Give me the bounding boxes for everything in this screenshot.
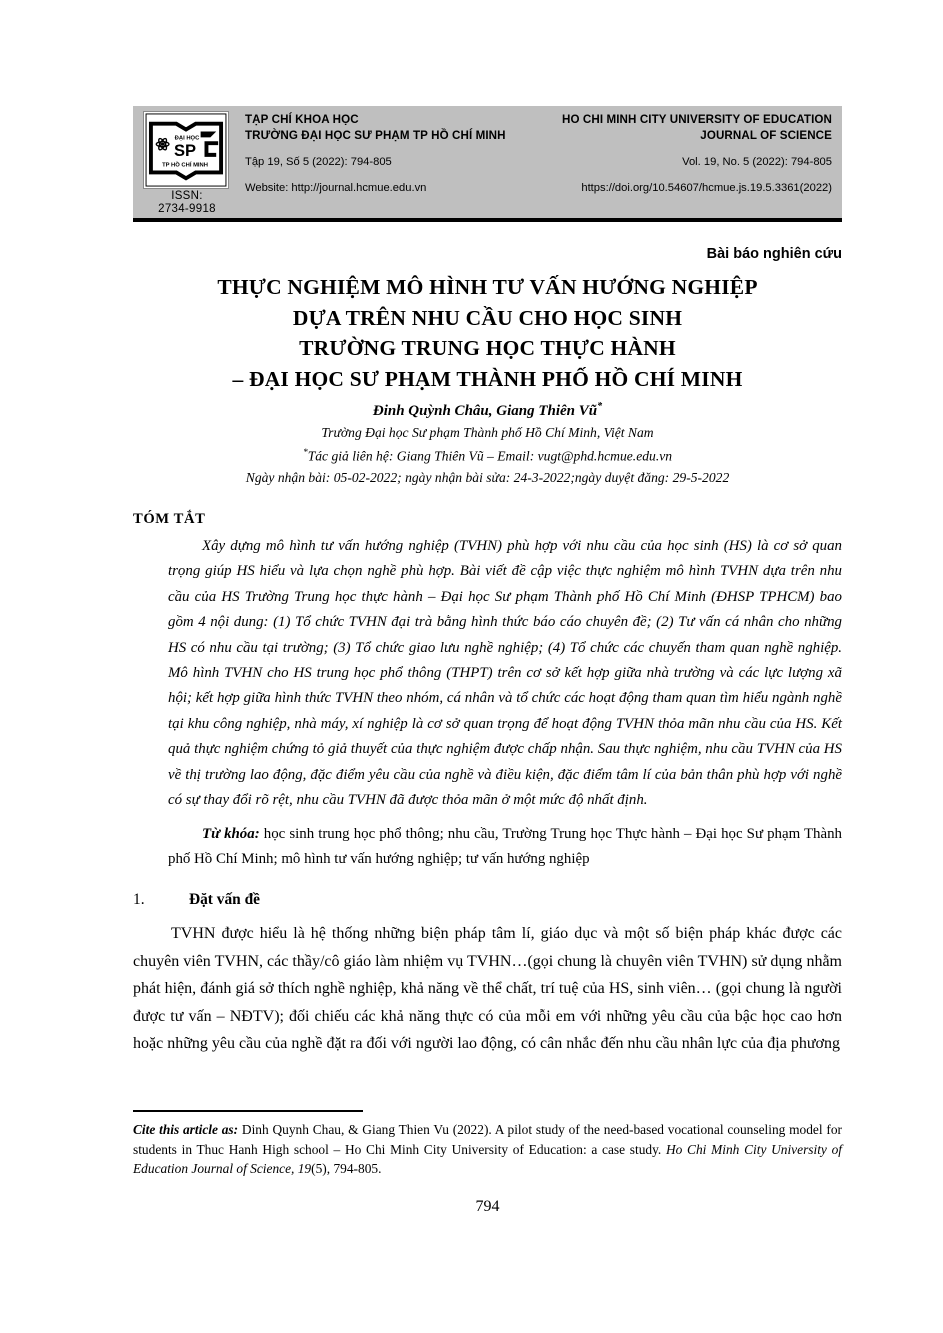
section-title-1: Đặt vấn đề [189, 891, 260, 908]
journal-title-vi-line2: TRƯỜNG ĐẠI HỌC SƯ PHẠM TP HỒ CHÍ MINH [245, 129, 506, 142]
issn-value: 2734-9918 [158, 203, 216, 215]
author-affiliation: Trường Đại học Sư phạm Thành phố Hồ Chí Minh, Việt Nam [321, 425, 654, 440]
section-paragraph-1: TVHN được hiểu là hệ thống những biện pháp tâm lí, giáo dục và một số biện pháp khác được các chuyên viên TVHN, các thầy/cô giáo làm nhiệm vụ TVHN…(gọi chung là chuyên viên TVHN) sử dụng nhằm phát hiện, đánh giá sở thích nghề nghiệp, khả năng về thể chất, trí tuệ của HS, sinh viên… (gọi chung là người được tư vấn – NĐTV); đối chiếu các khả năng thực có của mỗi em với những yêu cầu của bậc học cao hơn hoặc những yêu cầu của nghề đặt ra đối với người lao động, có cân nhắc đến nhu cầu nhân lực của địa phương [133, 925, 842, 1053]
corresponding-marker: * [302, 448, 308, 458]
title-line-1: THỰC NGHIỆM MÔ HÌNH TƯ VẤN HƯỚNG NGHIỆP [217, 275, 758, 299]
author-names-text: Đinh Quỳnh Châu, Giang Thiên Vũ [372, 403, 598, 419]
citation-journal: Ho Chi Minh City University of Education Journal of Science, 19 [133, 1141, 842, 1177]
university-book-logo-icon [144, 112, 228, 188]
masthead-right [502, 112, 832, 195]
author-block [133, 396, 842, 488]
svg-text:SP: SP [173, 140, 197, 160]
journal-title-en-line2: JOURNAL OF SCIENCE [700, 129, 832, 142]
keywords-text: học sinh trung học phổ thông; nhu cầu, Trường Trung học Thực hành – Đại học Sư phạm Thành phố Hồ Chí Minh; mô hình tư vấn hướng nghiệp; tư vấn hướng nghiệp [168, 826, 842, 868]
doi-link[interactable]: https://doi.org/10.54607/hcmue.js.19.5.3361(2022) [581, 182, 832, 194]
svg-text:TP HỒ CHÍ MINH: TP HỒ CHÍ MINH [162, 162, 208, 169]
volume-info-vi: Tập 19, Số 5 (2022): 794-805 [245, 156, 392, 168]
citation-body-1: Dinh Quynh Chau, & Giang Thien Vu (2022). A pilot study of the need-based vocational counseling model for students in Thuc Hanh High school – Ho Chi Minh City University of Education: a case study. [133, 1122, 842, 1157]
corresponding-author [133, 443, 842, 467]
citation-body-2: (5), 794-805. [311, 1161, 382, 1177]
page-title [133, 272, 842, 394]
masthead-divider [133, 218, 842, 222]
section-number-1: 1. [133, 891, 145, 908]
volume-info-en: Vol. 19, No. 5 (2022): 794-805 [682, 156, 832, 168]
article-type-label: Bài báo nghiên cứu [706, 246, 842, 262]
author-names [133, 396, 842, 422]
abstract-text: Xây dựng mô hình tư vấn hướng nghiệp (TVHN) phù hợp với nhu cầu của học sinh (HS) là cơ sở quan trọng giúp HS hiểu và lựa chọn nghề phù hợp. Bài viết đề cập việc thực nghiệm mô hình TVHN dựa trên nhu cầu của HS Trường Trung học thực hành – Đại học Sư phạm Thành phố Hồ Chí Minh (ĐHSP TPHCM) bao gồm 4 nội dung: (1) Tổ chức TVHN đại trà bằng hình thức báo cáo chuyên đề; (2) Tư vấn cá nhân cho những HS có nhu cầu tại trường; (3) Tổ chức giao lưu nghề nghiệp; (4) Tổ chức các chuyến tham quan nghề nghiệp. Mô hình TVHN cho HS trung học phổ thông (THPT) trên cơ sở kết hợp giữa nhà trường và các lực lượng xã hội; kết hợp giữa hình thức TVHN theo nhóm, cá nhân và tổ chức các hoạt động tham quan tìm hiểu ngành nghề tại khu công nghiệp, nhà máy, xí nghiệp là cơ sở quan trọng để hoạt động TVHN thỏa mãn nhu cầu của HS. Kết quả thực nghiệm chứng tỏ giả thuyết của thực nghiệm được chấp nhận. Sau thực nghiệm, nhu cầu TVHN của HS về thị trường lao động, đặc điểm yêu cầu của nghề và điều kiện, đặc điểm tâm lí của bản thân phù hợp với nghề có sự thay đổi rõ rệt, nhu cầu TVHN đã được thỏa mãn ở một mức độ nhất định. [168, 538, 842, 809]
corresponding-text: Tác giả liên hệ: Giang Thiên Vũ – Email: vugt@phd.hcmue.edu.vn [307, 448, 673, 464]
citation-footnote [133, 1120, 842, 1179]
keywords-label: Từ khóa: [202, 826, 260, 842]
journal-title-vi-line1: TẠP CHÍ KHOA HỌC [245, 113, 359, 126]
footnote-divider [133, 1110, 363, 1112]
citation-lead: Cite this article as: [133, 1122, 239, 1137]
author-corresponding-marker: * [597, 401, 603, 412]
svg-text:ĐẠI HỌC: ĐẠI HỌC [174, 135, 200, 142]
title-line-3: TRƯỜNG TRUNG HỌC THỰC HÀNH [299, 336, 676, 360]
issn-block [137, 190, 237, 216]
page-number: 794 [475, 1198, 500, 1215]
section-heading-1 [133, 891, 260, 909]
abstract-heading: TÓM TẮT [133, 511, 206, 527]
journal-website[interactable]: Website: http://journal.hcmue.edu.vn [245, 182, 427, 194]
journal-title-en-line1: HO CHI MINH CITY UNIVERSITY OF EDUCATION [561, 113, 832, 126]
title-line-2: DỰA TRÊN NHU CẦU CHO HỌC SINH [292, 305, 683, 330]
journal-masthead [133, 106, 842, 218]
masthead-left [245, 112, 535, 195]
university-logo [143, 111, 229, 189]
issn-label: ISSN: [171, 190, 203, 202]
article-dates: Ngày nhận bài: 05-02-2022; ngày nhận bài sửa: 24-3-2022;ngày duyệt đăng: 29-5-2022 [245, 469, 730, 485]
title-line-4: – ĐẠI HỌC SƯ PHẠM THÀNH PHỐ HỒ CHÍ MINH [232, 366, 743, 391]
keywords-block [168, 822, 842, 873]
